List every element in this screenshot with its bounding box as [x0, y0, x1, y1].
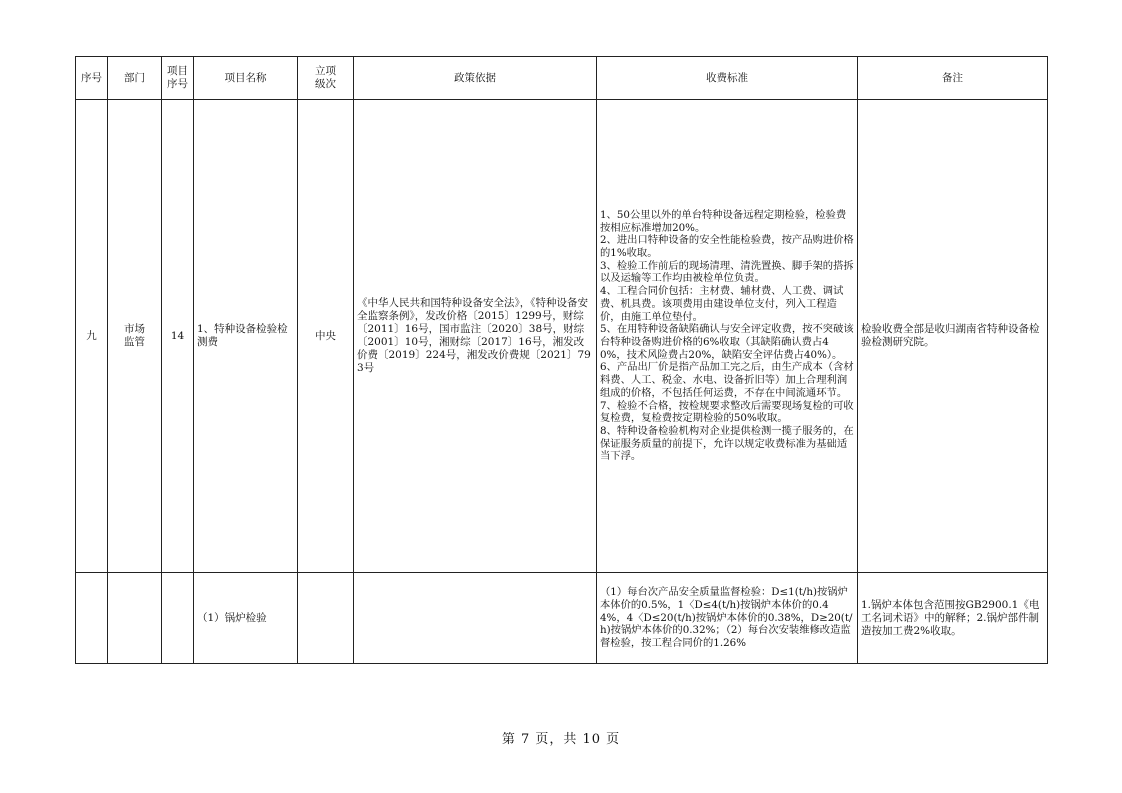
cell-remark: 检验收费全部是收归湖南省特种设备检验检测研究院。	[858, 100, 1048, 573]
header-policy: 政策依据	[354, 57, 597, 100]
header-item-no: 项目 序号	[162, 57, 194, 100]
cell-level: 中央	[298, 100, 354, 573]
table-header-row	[76, 57, 1048, 100]
header-seq: 序号	[76, 57, 108, 100]
cell-dept: 市场 监管	[108, 100, 162, 573]
cell-standard: （1）每台次产品安全质量监督检验：D≤1(t/h)按锅炉本体价的0.5%，1〈D≤4(t/h)按锅炉本体价的0.44%，4〈D≤20(t/h)按锅炉本体价的0.38%，D≥20(t/h)按锅炉本体价的0.32%；（2）每台次安装维修改造监督检验，按工程合同价的1.26%	[597, 573, 858, 664]
cell-dept	[108, 573, 162, 664]
header-remark: 备注	[858, 57, 1048, 100]
cell-seq: 九	[76, 100, 108, 573]
cell-item-name: 1、特种设备检验检测费	[194, 100, 298, 573]
fee-table	[75, 56, 1048, 664]
cell-policy: 《中华人民共和国特种设备安全法》，《特种设备安全监察条例》，发改价格〔2015〕1299号，财综〔2011〕16号，国市监注〔2020〕38号，财综〔2001〕10号，湘财综〔2017〕16号，湘发改价费〔2019〕224号，湘发改价费规〔2021〕793号	[354, 100, 597, 573]
page-number-footer: 第 7 页，共 10 页	[501, 732, 621, 747]
cell-level	[298, 573, 354, 664]
cell-item-no: 14	[162, 100, 194, 573]
cell-item-no	[162, 573, 194, 664]
table-row	[76, 100, 1048, 573]
cell-seq	[76, 573, 108, 664]
header-standard: 收费标准	[597, 57, 858, 100]
header-level: 立项 级次	[298, 57, 354, 100]
table-row	[76, 573, 1048, 664]
cell-standard: 1、50公里以外的单台特种设备远程定期检验，检验费按相应标准增加20%。 2、进出口特种设备的安全性能检验费，按产品购进价格的1%收取。 3、检验工作前后的现场清理、清洗置换、脚手架的搭拆以及运输等工作均由被检单位负责。 4、工程合同价包括：主材费、辅材费、人工费、调试费、机具费。该项费用由建设单位支付，列入工程造价，由施工单位垫付。 5、在用特种设备缺陷确认与安全评定收费，按不突破该台特种设备购进价格的6%收取（其缺陷确认费占40%，技术风险费占20%，缺陷安全评估费占40%）。 6、产品出厂价是指产品加工完之后，由生产成本（含材料费、人工、税金、水电、设备折旧等）加上合理利润组成的价格，不包括任何运费，不存在中间流通环节。 7、检验不合格，按检规要求整改后需要现场复检的可收复检费，复检费按定期检验的50%收取。 8、特种设备检验机构对企业提供检测一揽子服务的，在保证服务质量的前提下，允许以规定收费标准为基础适当下浮。	[597, 100, 858, 573]
header-item-name: 项目名称	[194, 57, 298, 100]
cell-remark: 1.锅炉本体包含范围按GB2900.1《电工名词术语》中的解释；2.锅炉部件制造按加工费2%收取。	[858, 573, 1048, 664]
header-dept: 部门	[108, 57, 162, 100]
cell-policy	[354, 573, 597, 664]
cell-item-name: （1）锅炉检验	[194, 573, 298, 664]
